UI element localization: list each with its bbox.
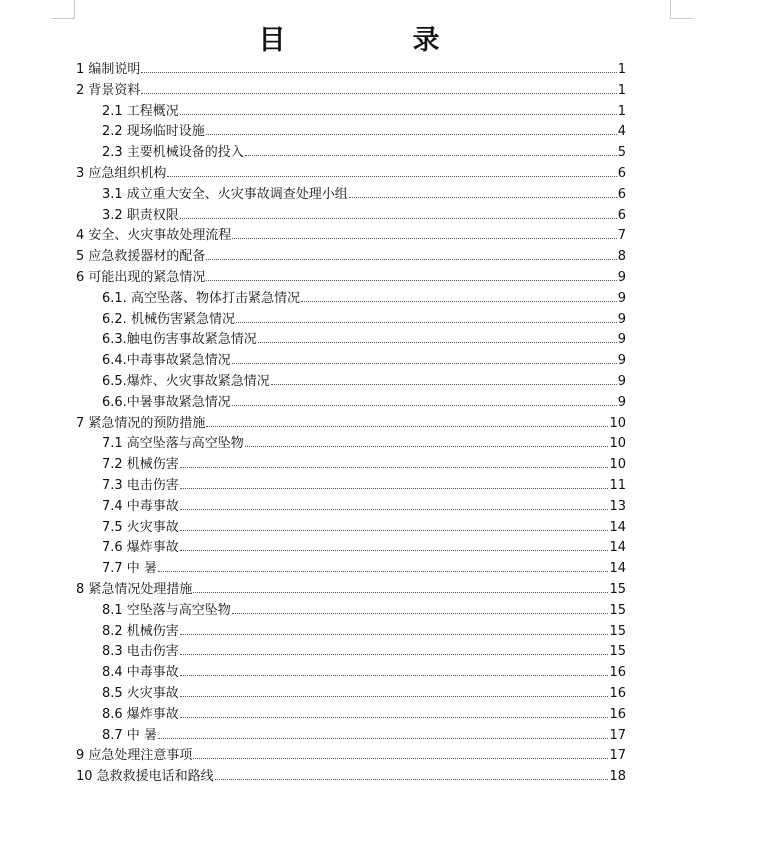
toc-entry-page-number: 17: [609, 748, 626, 764]
dot-leader: [193, 746, 608, 759]
toc-entry-label: 7.2 机械伤害: [102, 457, 179, 473]
toc-entry-page-number: 4: [617, 124, 626, 140]
dot-leader: [180, 476, 609, 489]
toc-entry-page-number: 10: [609, 457, 626, 473]
toc-entry-page-number: 11: [609, 477, 626, 493]
toc-entry[interactable]: [76, 143, 626, 164]
dot-leader: [167, 164, 616, 177]
toc-entry-page-number: 9: [617, 353, 626, 369]
toc-entry[interactable]: [76, 393, 626, 414]
toc-entry-label: 8.6 爆炸事故: [102, 706, 179, 722]
dot-leader: [180, 622, 609, 635]
toc-entry-label: 6.4.中毒事故紧急情况: [102, 353, 231, 369]
toc-entry-page-number: 15: [609, 644, 626, 660]
dot-leader: [180, 206, 617, 219]
dot-leader: [232, 601, 609, 614]
toc-entry-page-number: 15: [609, 602, 626, 618]
toc-entry-page-number: 1: [617, 62, 626, 77]
dot-leader: [180, 684, 609, 697]
toc-entry[interactable]: [76, 580, 626, 601]
toc-entry[interactable]: [76, 185, 626, 206]
toc-entry-label: 6.3.触电伤害事故紧急情况: [102, 332, 257, 348]
toc-entry[interactable]: [76, 434, 626, 455]
toc-entry[interactable]: [76, 538, 626, 559]
toc-entry[interactable]: [76, 684, 626, 705]
toc-entry[interactable]: [76, 663, 626, 684]
toc-entry[interactable]: [76, 122, 626, 143]
toc-entry-label: 7.6 爆炸事故: [102, 540, 179, 556]
toc-entry-label: 8.7 中 暑: [102, 727, 157, 743]
toc-entry-label: 1 编制说明: [76, 62, 141, 77]
dot-leader: [245, 434, 609, 447]
dot-leader: [193, 580, 608, 593]
toc-entry-page-number: 10: [609, 415, 626, 431]
toc-entry-label: 8 紧急情况处理措施: [76, 581, 193, 597]
margin-corner-mark-left: [52, 0, 75, 19]
toc-entry[interactable]: [76, 455, 626, 476]
toc-entry-page-number: 15: [609, 581, 626, 597]
dot-leader: [232, 226, 616, 239]
toc-entry[interactable]: [76, 497, 626, 518]
toc-entry-label: 8.1 空坠落与高空坠物: [102, 602, 231, 618]
toc-entry-label: 6.1. 高空坠落、物体打击紧急情况: [102, 290, 300, 306]
toc-entry-label: 8.2 机械伤害: [102, 623, 179, 639]
toc-entry-label: 3 应急组织机构: [76, 165, 167, 181]
toc-entry-page-number: 9: [617, 311, 626, 327]
dot-leader: [141, 60, 616, 73]
toc-entry-page-number: 9: [617, 373, 626, 389]
dot-leader: [180, 497, 609, 510]
dot-leader: [232, 351, 617, 364]
dot-leader: [349, 185, 617, 198]
toc-entry-page-number: 14: [609, 519, 626, 535]
dot-leader: [271, 372, 617, 385]
toc-entry[interactable]: [76, 102, 626, 123]
toc-entry[interactable]: [76, 622, 626, 643]
toc-entry-page-number: 6: [617, 186, 626, 202]
toc-entry[interactable]: [76, 559, 626, 580]
toc-entry-label: 9 应急处理注意事项: [76, 748, 193, 764]
toc-entry[interactable]: [76, 247, 626, 268]
dot-leader: [180, 705, 609, 718]
dot-leader: [180, 455, 609, 468]
toc-entry-label: 10 急救救援电话和路线: [76, 769, 214, 785]
toc-entry[interactable]: [76, 642, 626, 663]
toc-entry-label: 7.5 火灾事故: [102, 519, 179, 535]
toc-entry-page-number: 1: [617, 103, 626, 119]
toc-entry-label: 6.2. 机械伤害紧急情况: [102, 311, 235, 327]
dot-leader: [180, 102, 617, 115]
toc-entry[interactable]: [76, 372, 626, 393]
toc-entry[interactable]: [76, 476, 626, 497]
dot-leader: [180, 663, 609, 676]
toc-entry-label: 2.2 现场临时设施: [102, 124, 205, 140]
toc-entry-label: 7.7 中 暑: [102, 561, 157, 577]
toc-entry-page-number: 18: [609, 769, 626, 785]
dot-leader: [301, 289, 617, 302]
dot-leader: [206, 268, 616, 281]
toc-entry[interactable]: [76, 705, 626, 726]
toc-entry[interactable]: [76, 518, 626, 539]
toc-entry-label: 6.5.爆炸、火灾事故紧急情况: [102, 373, 270, 389]
toc-entry-label: 2.3 主要机械设备的投入: [102, 145, 244, 161]
dot-leader: [180, 538, 609, 551]
toc-entry-page-number: 14: [609, 561, 626, 577]
toc-entry-label: 8.4 中毒事故: [102, 665, 179, 681]
dot-leader: [180, 518, 609, 531]
toc-entry-page-number: 8: [617, 249, 626, 265]
toc-entry-label: 6 可能出现的紧急情况: [76, 269, 206, 285]
toc-entry-label: 3.1 成立重大安全、火灾事故调查处理小组: [102, 186, 348, 202]
toc-entry[interactable]: [76, 310, 626, 331]
dot-leader: [206, 247, 616, 260]
toc-entry-label: 2.1 工程概况: [102, 103, 179, 119]
toc-entry-label: 8.5 火灾事故: [102, 685, 179, 701]
toc-entry[interactable]: [76, 601, 626, 622]
toc-entry-label: 7 紧急情况的预防措施: [76, 415, 206, 431]
dot-leader: [158, 559, 609, 572]
dot-leader: [206, 414, 608, 427]
table-of-contents: [76, 60, 626, 788]
toc-entry-page-number: 14: [609, 540, 626, 556]
toc-entry-page-number: 16: [609, 706, 626, 722]
toc-entry-page-number: 6: [617, 207, 626, 223]
toc-entry-label: 7.1 高空坠落与高空坠物: [102, 436, 244, 452]
toc-entry-label: 8.3 电击伤害: [102, 644, 179, 660]
toc-entry-label: 4 安全、火灾事故处理流程: [76, 228, 232, 244]
toc-entry[interactable]: [76, 351, 626, 372]
toc-entry[interactable]: [76, 414, 626, 435]
toc-entry[interactable]: [76, 60, 626, 81]
toc-entry-label: 7.3 电击伤害: [102, 477, 179, 493]
toc-entry-label: 6.6.中暑事故紧急情况: [102, 394, 231, 410]
toc-entry-label: 2 背景资料: [76, 82, 141, 98]
margin-corner-mark-right: [670, 0, 693, 19]
toc-entry-page-number: 9: [617, 394, 626, 410]
toc-entry-page-number: 16: [609, 665, 626, 681]
toc-entry[interactable]: [76, 289, 626, 310]
toc-entry-page-number: 13: [609, 498, 626, 514]
dot-leader: [215, 767, 609, 780]
dot-leader: [232, 393, 617, 406]
dot-leader: [206, 122, 617, 135]
toc-entry-page-number: 7: [617, 228, 626, 244]
toc-entry[interactable]: [76, 206, 626, 227]
toc-entry-page-number: 6: [617, 165, 626, 181]
toc-entry[interactable]: [76, 226, 626, 247]
dot-leader: [141, 81, 616, 94]
page-title: 目 录: [258, 25, 490, 56]
toc-entry-page-number: 15: [609, 623, 626, 639]
dot-leader: [236, 310, 617, 323]
toc-entry[interactable]: [76, 746, 626, 767]
dot-leader: [180, 642, 609, 655]
toc-entry-page-number: 10: [609, 436, 626, 452]
toc-entry[interactable]: [76, 726, 626, 747]
toc-entry[interactable]: [76, 767, 626, 788]
dot-leader: [245, 143, 617, 156]
toc-entry-page-number: 9: [617, 290, 626, 306]
dot-leader: [258, 330, 617, 343]
toc-entry-page-number: 9: [617, 269, 626, 285]
toc-entry[interactable]: [76, 81, 626, 102]
toc-entry-page-number: 1: [617, 82, 626, 98]
toc-entry-page-number: 9: [617, 332, 626, 348]
toc-entry-label: 5 应急救援器材的配备: [76, 249, 206, 265]
toc-entry-label: 3.2 职责权限: [102, 207, 179, 223]
toc-entry[interactable]: [76, 164, 626, 185]
toc-entry-page-number: 17: [609, 727, 626, 743]
dot-leader: [158, 726, 609, 739]
toc-entry-page-number: 5: [617, 145, 626, 161]
toc-entry-page-number: 16: [609, 685, 626, 701]
toc-entry[interactable]: [76, 330, 626, 351]
toc-entry[interactable]: [76, 268, 626, 289]
toc-entry-label: 7.4 中毒事故: [102, 498, 179, 514]
